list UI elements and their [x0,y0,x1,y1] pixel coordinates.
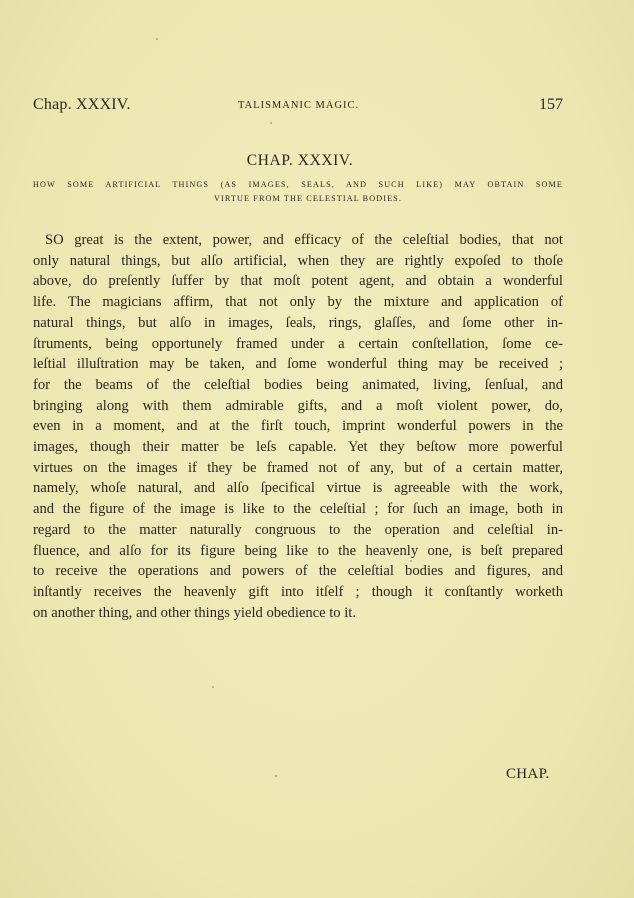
text-line: bringing along with them admirable gifts, and a moſt violent power, do, [33,397,563,414]
text-line: for the beams of the celeſtial bodies being animated, living, ſenſual, and [33,376,563,393]
paper-speck [270,122,272,124]
text-line: to receive the operations and powers of the celeſtial bodies and figures, and [33,563,563,580]
page-number: 157 [539,96,563,113]
text-line: namely, whoſe natural, and alſo ſpecifical virtue is agreeable with the work, [33,480,563,497]
paper-speck [212,686,214,688]
text-line: on another thing, and other things yield obedience to it. [33,604,357,621]
text-line: above, do preſently ſuffer by that moſt potent agent, and obtain a wonderful [33,273,563,290]
text-line: only natural things, but alſo artificial, when they are rightly expoſed to thoſe [33,252,563,269]
text-line: regard to the matter naturally congruous to the operation and celeſtial in- [33,521,563,538]
text-line: images, though their matter be leſs capable. Yet they beſtow more powerful [33,439,563,456]
text-line: natural things, but alſo in images, ſeals, rings, glaſſes, and ſome other in- [33,314,563,331]
chapter-subtitle-line: HOW SOME ARTIFICIAL THINGS (AS IMAGES, SEALS, AND SUCH LIKE) MAY OBTAIN SOME [33,180,563,189]
chapter-subtitle-line: VIRTUE FROM THE CELESTIAL BODIES. [214,194,402,203]
text-line: even in a moment, and at the firſt touch, imprint wonderful powers in the [33,418,563,435]
text-line: fluence, and alſo for its figure being like to the heavenly one, is beſt prepared [33,542,563,559]
running-head [33,96,565,118]
running-head-chapter: Chap. XXXIV. [33,96,131,113]
running-head-title: TALISMANIC MAGIC. [238,100,360,111]
body-paragraph [33,230,563,623]
text-line: virtues on the images if they be framed not of any, but of a certain matter, [33,459,563,476]
text-line: inſtantly receives the heavenly gift into itſelf ; though it conſtantly worketh [33,583,563,600]
paper-speck [410,560,412,562]
chapter-title: CHAP. XXXIV. [246,152,354,169]
text-line: and the figure of the image is like to the celeſtial ; for ſuch an image, both in [33,501,563,518]
catchword: CHAP. [506,766,550,782]
text-line: leſtial illuſtration may be taken, and ſome wonderful thing may be received ; [33,356,563,373]
chapter-subtitle [33,178,563,206]
text-line: ſtruments, being opportunely framed under a certain conſtellation, ſome ce- [33,335,563,352]
text-line: life. The magicians affirm, that not only by the mixture and application of [33,294,563,311]
paper-speck [156,38,158,40]
paper-speck [275,775,277,777]
text-line: SO great is the extent, power, and efficacy of the celeſtial bodies, that not [45,232,563,248]
